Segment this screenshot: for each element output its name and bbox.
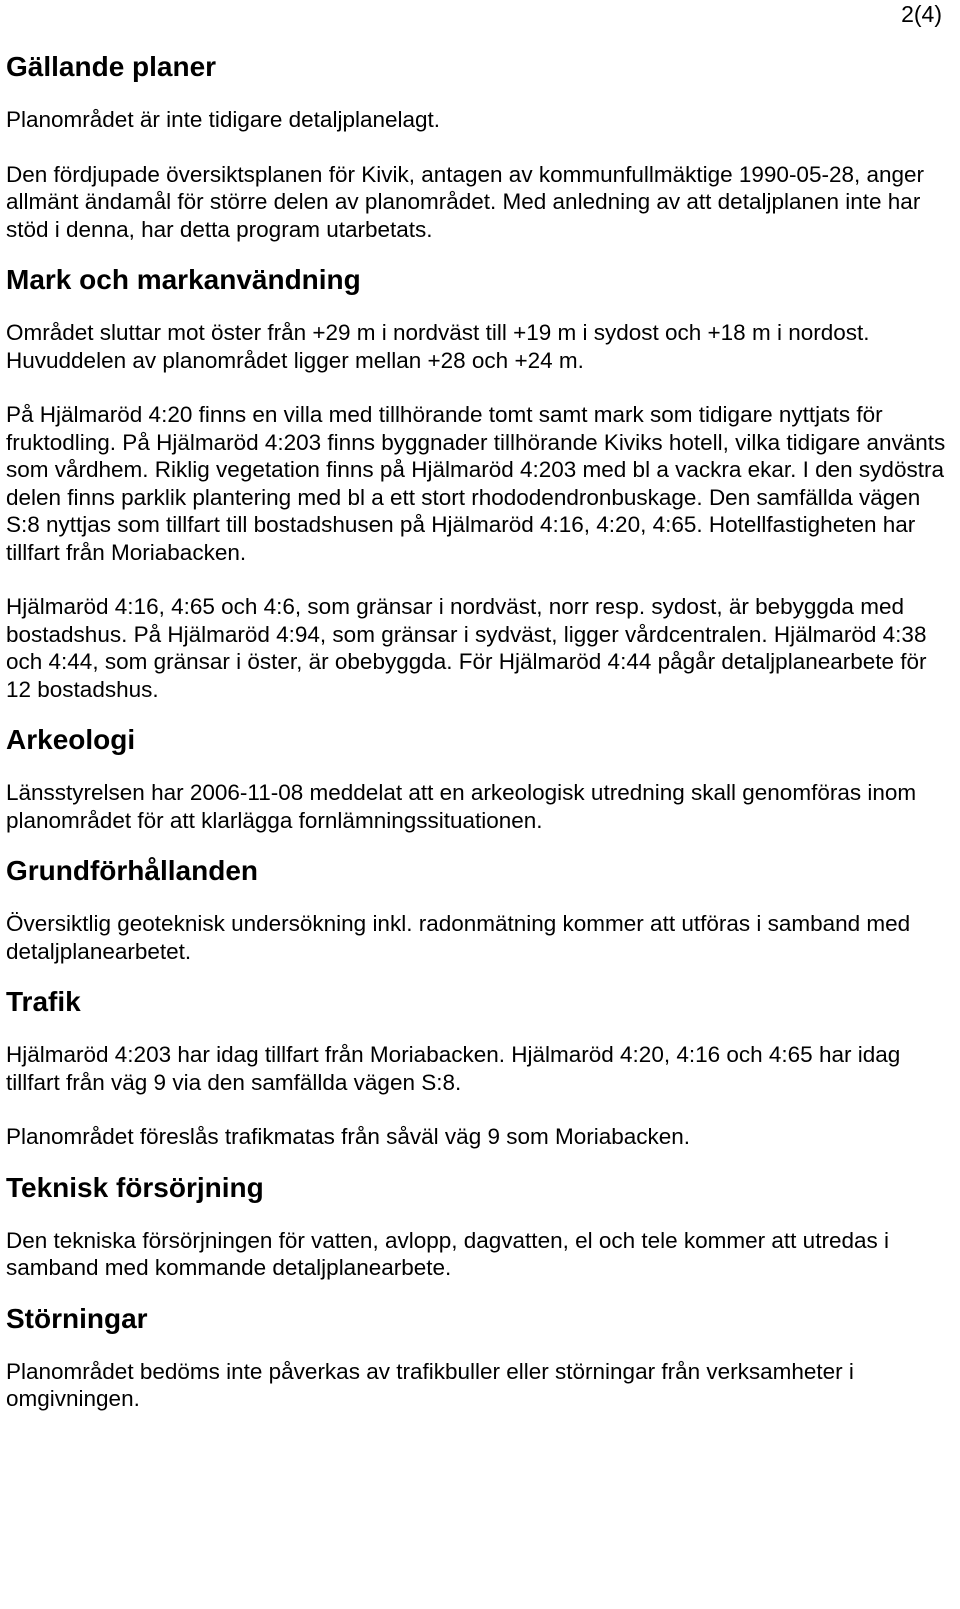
section-title: Arkeologi <box>6 724 136 755</box>
paragraph: Den fördjupade översiktsplanen för Kivik, antagen av kommunfullmäktige 1990-05-28, anger allmänt ändamål för större delen av planområdet. Med anledning av att detaljplanen inte har stöd i denna, har detta program utarbetats. <box>6 161 925 242</box>
section-trafik <box>6 985 946 1151</box>
page-number: 2(4) <box>901 1 942 27</box>
section-gallande-planer <box>6 50 946 243</box>
section-mark-och-markanvandning <box>6 263 946 703</box>
paragraph: Hjälmaröd 4:203 har idag tillfart från Moriabacken. Hjälmaröd 4:20, 4:16 och 4:65 har idag tillfart från väg 9 via den samfällda vägen S:8. <box>6 1042 901 1095</box>
section-teknisk-forsorjning <box>6 1171 946 1282</box>
section-title: Trafik <box>6 986 81 1017</box>
section-title: Mark och markanvändning <box>6 264 361 295</box>
paragraph: Länsstyrelsen har 2006-11-08 meddelat att en arkeologisk utredning skall genomföras inom planområdet för att klarlägga fornlämningssituationen. <box>6 780 917 833</box>
section-title: Teknisk försörjning <box>6 1171 264 1203</box>
section-title: Grundförhållanden <box>6 855 258 886</box>
paragraph: Planområdet är inte tidigare detaljplanelagt. <box>6 107 441 132</box>
section-grundforhallanden <box>6 854 946 965</box>
section-title: Störningar <box>6 1302 148 1334</box>
paragraph: På Hjälmaröd 4:20 finns en villa med tillhörande tomt samt mark som tidigare nyttjats för fruktodling. På Hjälmaröd 4:203 finns byggnader tillhörande Kiviks hotell, vilka tidigare använts som vårdhem. Riklig vegetation finns på Hjälmaröd 4:203 med bl a vackra ekar. I den sydöstra delen finns parklik plantering med bl a ett stort rhododendronbuskage. Den samfällda vägen S:8 nyttjas som tillfart till bostadshusen på Hjälmaröd 4:16, 4:20, 4:65. Hotellfastigheten har tillfart från Moriabacken. <box>6 402 946 565</box>
paragraph: Den tekniska försörjningen för vatten, avlopp, dagvatten, el och tele kommer att utredas i samband med kommande detaljplanearbete. <box>6 1227 889 1280</box>
paragraph: Översiktlig geoteknisk undersökning inkl. radonmätning kommer att utföras i samband med detaljplanearbetet. <box>6 911 911 964</box>
document-body <box>6 50 946 1413</box>
section-storningar <box>6 1302 946 1413</box>
paragraph: Området sluttar mot öster från +29 m i nordväst till +19 m i sydost och +18 m i nordost. Huvuddelen av planområdet ligger mellan +28 och +24 m. <box>6 320 870 373</box>
section-title: Gällande planer <box>6 51 217 82</box>
paragraph: Planområdet bedöms inte påverkas av trafikbuller eller störningar från verksamheter i omgivningen. <box>6 1358 854 1411</box>
paragraph: Hjälmaröd 4:16, 4:65 och 4:6, som gränsar i nordväst, norr resp. sydost, är bebyggda med bostadshus. På Hjälmaröd 4:94, som gränsar i sydväst, ligger vårdcentralen. Hjälmaröd 4:38 och 4:44, som gränsar i öster, är obebyggda. För Hjälmaröd 4:44 pågår detaljplanearbete för 12 bostadshus. <box>6 594 927 702</box>
paragraph: Planområdet föreslås trafikmatas från såväl väg 9 som Moriabacken. <box>6 1124 691 1149</box>
section-arkeologi <box>6 723 946 834</box>
